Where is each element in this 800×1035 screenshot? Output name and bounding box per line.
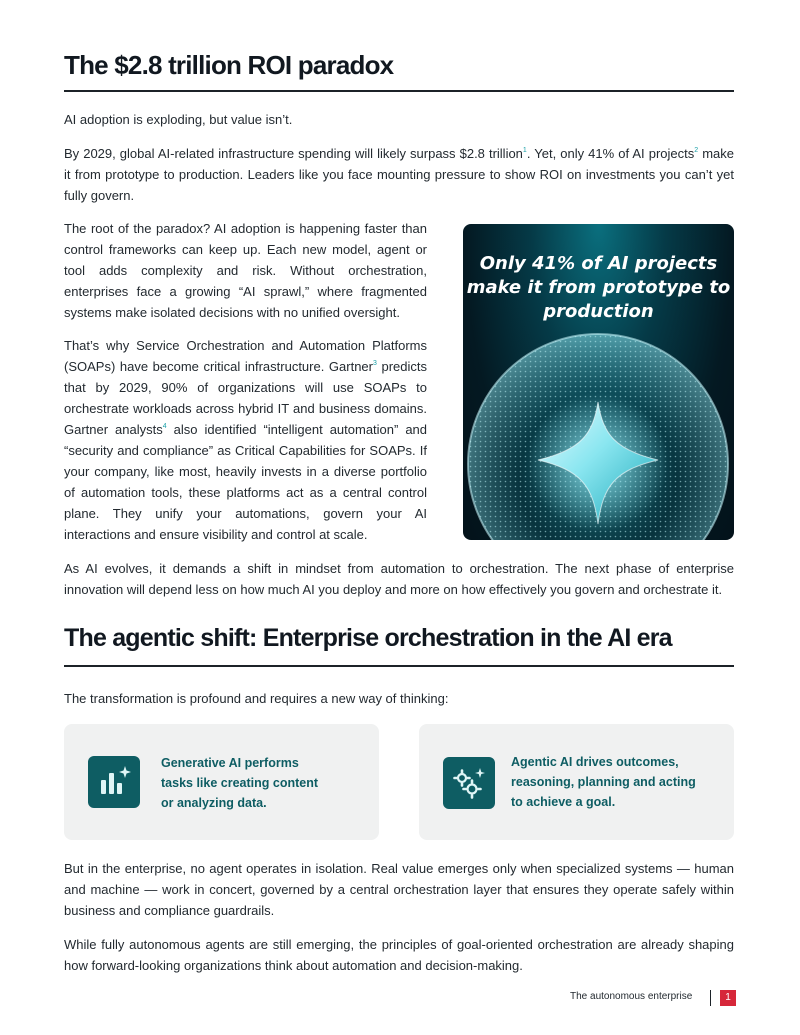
hero-statistic-text: Only 41% of AI projects make it from prototype to production — [466, 253, 731, 322]
paragraph-mindset-shift: As AI evolves, it demands a shift in mindset from automation to orchestration. The next phase of enterprise innovation will depend less on how much AI you deploy and more on how effectively you govern and orchestrate it. — [64, 561, 734, 597]
footer-divider — [710, 990, 711, 1006]
footer-document-title: The autonomous enterprise — [570, 991, 693, 1002]
paragraph-spending-text-3: make it from prototype to production. Leaders like you face mounting pressure to show ROI on investments you can’t yet fully govern. — [64, 146, 734, 203]
footnote-ref-1[interactable]: 1 — [522, 147, 527, 154]
footnote-ref-3[interactable]: 3 — [372, 360, 377, 367]
section-heading-roi-paradox: The $2.8 trillion ROI paradox — [64, 50, 394, 80]
paragraph-root-paradox: The root of the paradox? AI adoption is happening faster than control frameworks can keep up. Each new model, agent or tool adds complexity and risk. Without orchestration, enterprises face a growing “AI sprawl,” where fragmented systems make isolated decisions with no unified oversight. — [64, 221, 427, 320]
paragraph-spending-text-2: . Yet, only 41% of AI projects — [526, 146, 695, 161]
footnote-ref-2[interactable]: 2 — [694, 147, 699, 154]
gears-sparkle-icon — [443, 757, 495, 809]
card-agentic-ai-text: Agentic AI drives outcomes, reasoning, planning and acting to achieve a goal. — [511, 755, 696, 809]
paragraph-soaps-text-3: also identified “intelligent automation” and “security and compliance” as Critical Capabilities for SOAPs. If your company, like most, heavily invests in a diverse portfolio of automation tools, these platforms act as a central control plane. They unify your automations, govern your AI interactions and ensure visibility and control at scale. — [64, 422, 428, 542]
paragraph-autonomous-agents: While fully autonomous agents are still emerging, the principles of goal-oriented orchestration are already shaping how forward-looking organizations think about automation and decision-making. — [64, 937, 734, 973]
paragraph-adoption: AI adoption is exploding, but value isn’t. — [64, 112, 293, 127]
paragraph-soaps-text-2: predicts that by 2029, 90% of organizations will use SOAPs to orchestrate workloads across hybrid IT and business domains. Gartner analysts — [64, 359, 427, 437]
paragraph-spending — [64, 143, 734, 206]
paragraph-soaps-text-1: That’s why Service Orchestration and Automation Platforms (SOAPs) have become critical infrastructure. Gartner — [64, 338, 427, 374]
page-number-badge: 1 — [720, 990, 736, 1006]
paragraph-enterprise-agents: But in the enterprise, no agent operates in isolation. Real value emerges only when specialized systems — human and machine — work in concert, governed by a central orchestration layer that ensures they operate safely within business and compliance guardrails. — [64, 861, 734, 918]
paragraph-soaps — [64, 335, 427, 545]
paragraph-transformation: The transformation is profound and requires a new way of thinking: — [64, 691, 449, 706]
heading-rule-2 — [64, 665, 734, 667]
section-heading-agentic-shift: The agentic shift: Enterprise orchestration in the AI era — [64, 624, 672, 652]
heading-rule — [64, 90, 734, 92]
card-generative-ai-text: Generative AI performs tasks like creating content or analyzing data. — [161, 756, 319, 810]
card-generative-ai — [64, 724, 379, 840]
footnote-ref-4[interactable]: 4 — [162, 423, 167, 430]
hero-image-card — [463, 224, 734, 540]
bar-chart-sparkle-icon — [88, 756, 140, 808]
card-agentic-ai — [419, 724, 734, 840]
paragraph-spending-text-1: By 2029, global AI-related infrastructure spending will likely surpass $2.8 trillion — [64, 146, 523, 161]
